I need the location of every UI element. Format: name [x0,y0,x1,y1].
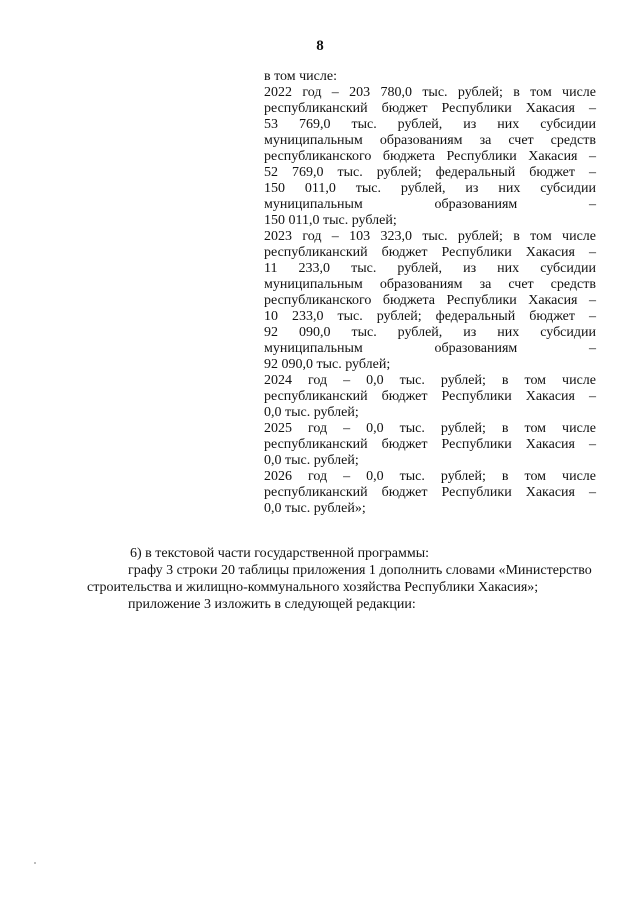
column-line: республиканский бюджет Республики Хакасия – [264,101,596,116]
column-line: 53 769,0 тыс. рублей, из них субсидии [264,117,596,132]
amendment-line-2: строительства и жилищно-коммунального хозяйства Республики Хакасия»; [87,580,539,595]
column-line: 2025 год – 0,0 тыс. рублей; в том числе [264,421,596,436]
column-line: 0,0 тыс. рублей»; [264,501,366,516]
column-line: 92 090,0 тыс. рублей; [264,357,391,372]
column-line: 2023 год – 103 323,0 тыс. рублей; в том числе [264,229,596,244]
column-line: республиканский бюджет Республики Хакасия – [264,245,596,260]
column-line: 2022 год – 203 780,0 тыс. рублей; в том числе [264,85,596,100]
column-line: муниципальным образованиям за счет средств [264,133,596,148]
column-line: республиканский бюджет Республики Хакасия – [264,437,596,452]
column-line: 2026 год – 0,0 тыс. рублей; в том числе [264,469,596,484]
column-line: 150 011,0 тыс. рублей, из них субсидии [264,181,596,196]
amendment-text [87,545,600,613]
column-line: 0,0 тыс. рублей; [264,453,359,468]
column-line: 11 233,0 тыс. рублей, из них субсидии [264,261,596,276]
page-number: 8 [316,38,324,54]
column-line: 92 090,0 тыс. рублей, из них субсидии [264,325,596,340]
column-line: в том числе: [264,69,337,84]
column-line: 52 769,0 тыс. рублей; федеральный бюджет – [264,165,596,180]
column-line: 2024 год – 0,0 тыс. рублей; в том числе [264,373,596,388]
column-line: республиканский бюджет Республики Хакасия – [264,485,596,500]
column-line: 10 233,0 тыс. рублей; федеральный бюджет – [264,309,596,324]
column-line: 150 011,0 тыс. рублей; [264,213,397,228]
column-line: 0,0 тыс. рублей; [264,405,359,420]
column-line: республиканского бюджета Республики Хакасия – [264,149,596,164]
column-line: республиканского бюджета Республики Хакасия – [264,293,596,308]
financing-column-text [264,69,596,517]
item-6-heading: 6) в текстовой части государственной программы: [130,546,430,561]
column-line: республиканский бюджет Республики Хакасия – [264,389,596,404]
column-line: муниципальным образованиям – [264,197,596,212]
amendment-line-1: графу 3 строки 20 таблицы приложения 1 дополнить словами «Министерство [128,563,592,578]
column-line: муниципальным образованиям – [264,341,596,356]
column-line: муниципальным образованиям за счет средств [264,277,596,292]
amendment-line-3: приложение 3 изложить в следующей редакции: [128,597,416,612]
scan-artifact [34,862,36,864]
